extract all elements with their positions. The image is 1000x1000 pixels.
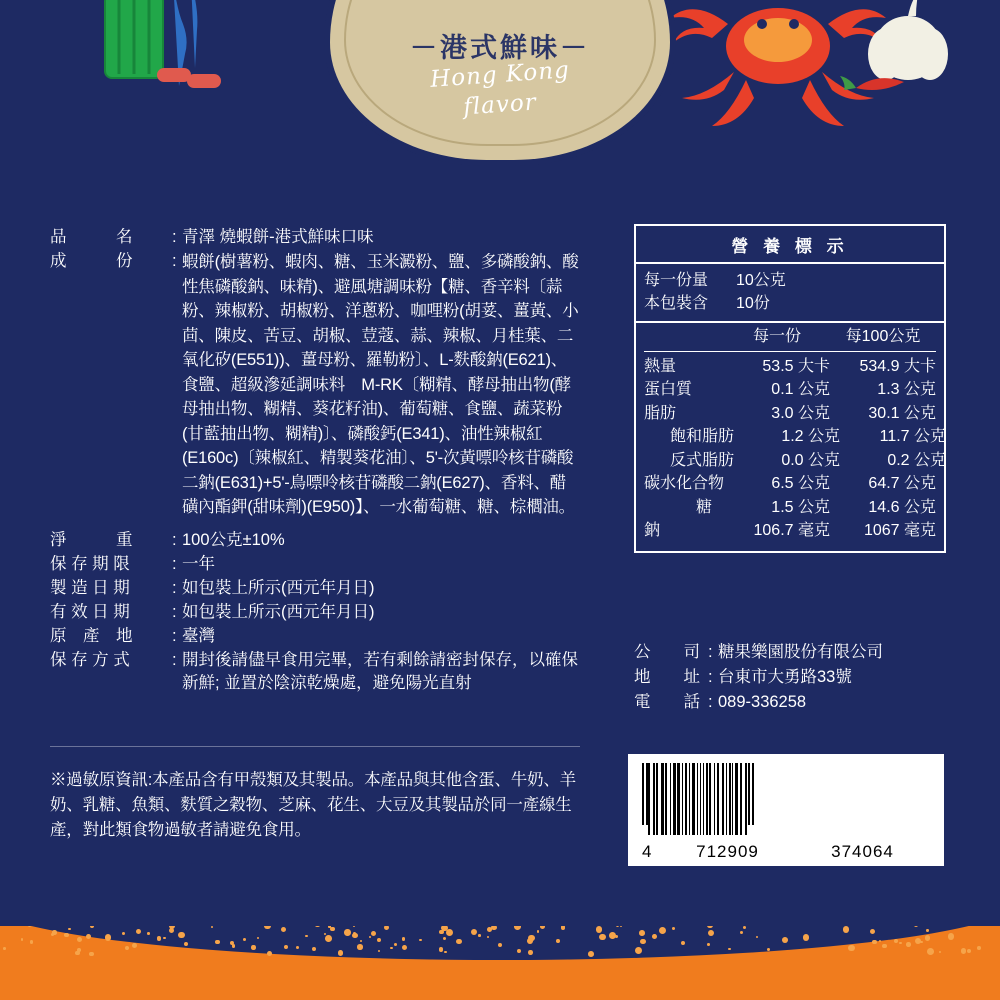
decorative-speck (296, 946, 299, 949)
info-value: 臺灣 (182, 626, 215, 645)
decorative-speck (184, 942, 188, 946)
info-value: 青澤 燒蝦餅-港式鮮味口味 (182, 228, 374, 246)
nutrient-name: 飽和脂肪 (670, 428, 735, 445)
decorative-speck (537, 930, 539, 932)
info-label: 保 存 期 限 (50, 554, 130, 573)
decorative-speck (920, 941, 923, 944)
company-info (634, 640, 994, 715)
barcode-digits (642, 842, 930, 862)
nutrient-name: 蛋白質 (644, 381, 693, 398)
traveler-illustration (95, 0, 275, 168)
decorative-speck (439, 947, 443, 951)
decorative-speck (977, 946, 981, 950)
info-label: 有 效 日 期 (50, 602, 130, 621)
decorative-speck (394, 943, 397, 946)
company-label: 公 司 (634, 643, 700, 661)
info-value: 100公克±10% (182, 530, 285, 549)
decorative-speck (948, 933, 954, 939)
info-label: 品 名 (50, 228, 133, 246)
decorative-speck (767, 948, 770, 951)
top-decorative-band (0, 0, 1000, 168)
decorative-speck (556, 939, 560, 943)
nutrient-per-serving: 1.2 公克 (781, 428, 841, 445)
nutrient-per-serving: 1.5 公克 (771, 498, 830, 516)
info-value: 如包裝上所示(西元年月日) (182, 578, 375, 597)
decorative-speck (872, 940, 876, 944)
decorative-speck (125, 946, 129, 950)
nutrient-per-serving: 0.1 公克 (771, 381, 830, 398)
decorative-speck (708, 930, 714, 936)
decorative-speck (324, 933, 326, 935)
decorative-speck (89, 952, 93, 956)
decorative-speck (325, 935, 332, 942)
spacer (50, 521, 580, 529)
badge-english-line2: flavor (462, 89, 538, 121)
decorative-speck (491, 926, 496, 930)
decorative-speck (157, 936, 161, 940)
nutrient-per-100g: 1.3 公克 (877, 381, 936, 398)
nutrient-per-100g: 64.7 公克 (868, 475, 937, 492)
decorative-speck (328, 926, 331, 928)
nutrient-per-100g: 1067 毫克 (863, 522, 936, 539)
info-colon: : (172, 252, 177, 270)
decorative-speck (456, 939, 462, 945)
nutrition-serving-info (636, 264, 944, 323)
section-divider (50, 746, 580, 747)
decorative-speck (68, 928, 70, 930)
decorative-speck (899, 942, 902, 945)
company-value: 台東市大勇路33號 (718, 668, 852, 686)
allergen-notice: ※過敏原資訊:本產品含有甲殼類及其製品。本產品與其他含蛋、牛奶、羊奶、乳糖、魚類、麩質之穀物、芝麻、花生、大豆及其製品於同一產線生產，對此類食物過敏者請避免食用。 (50, 771, 576, 839)
decorative-speck (30, 940, 34, 944)
decorative-speck (927, 948, 934, 955)
decorative-speck (147, 932, 150, 935)
company-colon: : (708, 668, 713, 686)
nutrition-row-energy (644, 355, 936, 379)
nutrient-per-serving: 0.0 公克 (781, 451, 841, 469)
decorative-speck (444, 951, 447, 954)
company-row-phone (634, 690, 994, 715)
decorative-speck (870, 929, 875, 934)
decorative-speck (528, 950, 533, 955)
nutrient-per-100g: 11.7 公克 (879, 428, 947, 445)
nutrition-row-sugar (644, 496, 936, 520)
info-row-shelf-life (50, 553, 580, 576)
company-colon: : (708, 643, 713, 661)
decorative-speck (707, 926, 712, 928)
per-100g-header: 每100公克 (845, 328, 921, 345)
info-row-manufacture-date (50, 577, 580, 600)
barcode-group-left: 712909 (696, 842, 759, 861)
nutrition-row-trans-fat (644, 449, 947, 473)
nutrition-row-carbohydrate (644, 472, 936, 496)
decorative-speck (652, 934, 657, 939)
info-colon: : (172, 228, 177, 246)
nutrient-per-100g: 30.1 公克 (868, 404, 936, 422)
decorative-speck (939, 951, 941, 953)
decorative-speck (178, 932, 184, 938)
nutrition-row-sodium (644, 519, 936, 543)
decorative-speck (527, 938, 533, 944)
nutrition-rows (636, 323, 947, 551)
decorative-speck (478, 934, 481, 937)
decorative-speck (672, 927, 675, 930)
info-colon: : (172, 578, 177, 597)
decorative-speck (402, 945, 407, 950)
per-serving-header: 每一份 (752, 328, 801, 345)
decorative-speck (599, 934, 606, 941)
decorative-speck (3, 947, 6, 950)
decorative-speck (28, 926, 32, 927)
serving-size-label: 每一份量 (644, 272, 709, 289)
flavor-badge (330, 0, 670, 160)
servings-per-pack-value: 10份 (736, 295, 770, 312)
info-value: 開封後請儘早食用完畢，若有剩餘請密封保存，以確保新鮮; 並置於陰涼乾燥處，避免陽光直射 (182, 650, 578, 692)
info-colon: : (172, 530, 177, 549)
serving-size-value: 10公克 (736, 272, 786, 289)
decorative-speck (132, 943, 137, 948)
barcode-group-right: 374064 (831, 842, 894, 861)
badge-chinese-title: －港式鮮味－ (410, 33, 590, 63)
info-row-storage (50, 649, 580, 695)
nutrition-row-protein (644, 378, 936, 402)
nutrient-per-serving: 53.5 大卡 (762, 357, 830, 375)
nutrient-name: 碳水化合物 (644, 475, 725, 492)
decorative-speck (163, 937, 165, 939)
nutrient-per-serving: 3.0 公克 (771, 404, 830, 422)
info-colon: : (172, 650, 177, 669)
decorative-speck (251, 945, 255, 949)
nutrition-row-saturated-fat (644, 425, 947, 449)
nutrition-row-fat (644, 402, 936, 426)
decorative-speck (344, 929, 350, 935)
serving-size-row (644, 269, 936, 292)
info-value: 一年 (182, 554, 215, 573)
info-colon: : (172, 626, 177, 645)
decorative-speck (961, 948, 966, 953)
info-label: 成 份 (50, 252, 133, 270)
decorative-speck (620, 926, 622, 927)
decorative-speck (517, 949, 521, 953)
decorative-speck (360, 940, 362, 942)
info-colon: : (172, 602, 177, 621)
nutrition-table (634, 224, 946, 553)
info-row-ingredients (50, 250, 580, 520)
company-row-name (634, 640, 994, 665)
servings-per-pack-row (644, 292, 936, 315)
barcode-bars (642, 763, 930, 835)
nutrient-name: 鈉 (644, 522, 661, 539)
label-content (0, 168, 1000, 928)
decorative-speck (105, 934, 112, 941)
nutrient-per-100g: 14.6 公克 (868, 498, 936, 516)
decorative-speck (498, 943, 502, 947)
nutrition-table-title: 營 養 標 示 (636, 226, 944, 264)
decorative-speck (267, 951, 273, 957)
servings-per-pack-label: 本包裝含 (644, 295, 709, 312)
company-label: 電 話 (634, 693, 700, 711)
company-colon: : (708, 693, 713, 711)
decorative-speck (21, 938, 23, 940)
decorative-speck (894, 939, 898, 943)
nutrient-name: 反式脂肪 (670, 451, 735, 469)
nutrient-name: 脂肪 (644, 404, 677, 422)
decorative-speck (882, 944, 886, 948)
decorative-speck (843, 926, 849, 932)
decorative-speck (967, 949, 971, 953)
info-colon: : (172, 554, 177, 573)
info-label: 保 存 方 式 (50, 650, 130, 669)
nutrition-header-row (644, 325, 936, 352)
decorative-speck (371, 931, 376, 936)
decorative-speck (64, 933, 68, 937)
decorative-speck (879, 940, 881, 942)
nutrient-per-serving: 106.7 毫克 (753, 522, 830, 539)
info-value: 蝦餅(樹薯粉、蝦肉、糖、玉米澱粉、鹽、多磷酸鈉、酸性焦磷酸鈉、味精)、避風塘調味粉【糖、香辛料〔蒜粉、辣椒粉、胡椒粉、洋蔥粉、咖哩粉(胡荽、薑黃、小茴、陳皮、苦豆、胡椒、荳蔻、蒜、辣椒、月桂葉、二氧化矽(E551))、薑母粉、羅勒粉〕、L-麩酸鈉(E621)、食鹽、超級滲延調味料 M-RK〔糊精、酵母抽出物(酵母抽出物、糊精、葵花籽油)、葡萄糖、食鹽、蔬菜粉(甘藍抽出物、糊精)〕、磷酸鈣(E341)、油性辣椒紅(E160c)〔辣椒紅、精製葵花油〕、5'-次黃嘌呤核苷磷酸二鈉(E631)+5'-鳥嘌呤核苷磷酸二鈉(E627)、香料、醋磺內酯鉀(甜味劑)(E950)】、一水葡萄糖、糖、棕櫚油。 (182, 253, 579, 516)
decorative-speck (588, 951, 594, 957)
decorative-speck (77, 937, 82, 942)
decorative-speck (635, 947, 642, 954)
decorative-speck (782, 937, 788, 943)
decorative-speck (906, 942, 910, 946)
decorative-speck (402, 937, 405, 940)
decorative-speck (926, 929, 928, 931)
company-value: 089-336258 (718, 693, 807, 711)
decorative-speck (659, 927, 666, 934)
nutrient-per-100g: 534.9 大卡 (859, 357, 936, 375)
decorative-speck (639, 930, 645, 936)
decorative-speck (51, 933, 54, 936)
product-info-list (50, 226, 580, 696)
decorative-speck (86, 934, 91, 939)
info-label: 製 造 日 期 (50, 578, 130, 597)
decorative-speck (75, 951, 79, 955)
info-label: 原 產 地 (50, 626, 133, 645)
company-label: 地 址 (634, 668, 700, 686)
decorative-speck (357, 944, 362, 949)
decorative-speck (487, 936, 489, 938)
decorative-speck (925, 935, 931, 941)
company-row-address (634, 665, 994, 690)
info-row-net-weight (50, 529, 580, 552)
decorative-speck (848, 945, 855, 952)
decorative-speck (353, 932, 356, 935)
bottom-decorative-band (0, 926, 1000, 1000)
info-value: 如包裝上所示(西元年月日) (182, 602, 375, 621)
info-row-product-name (50, 226, 580, 249)
nutrient-per-100g: 0.2 公克 (887, 451, 947, 469)
seafood-illustration (650, 0, 970, 168)
nutrient-header-blank (644, 325, 724, 349)
decorative-speck (338, 950, 344, 956)
decorative-speck (441, 926, 447, 931)
nutrient-per-serving: 6.5 公克 (771, 475, 831, 492)
badge-english-line1: Hong Kong (429, 57, 571, 93)
decorative-speck (707, 943, 710, 946)
barcode (628, 754, 944, 866)
nutrient-name: 熱量 (644, 357, 677, 375)
company-value: 糖果樂園股份有限公司 (718, 643, 883, 661)
barcode-digit-first: 4 (642, 842, 653, 861)
info-row-expiry-date (50, 601, 580, 624)
info-label: 淨 重 (50, 530, 133, 549)
info-row-origin (50, 625, 580, 648)
nutrient-name: 糖 (696, 498, 713, 516)
